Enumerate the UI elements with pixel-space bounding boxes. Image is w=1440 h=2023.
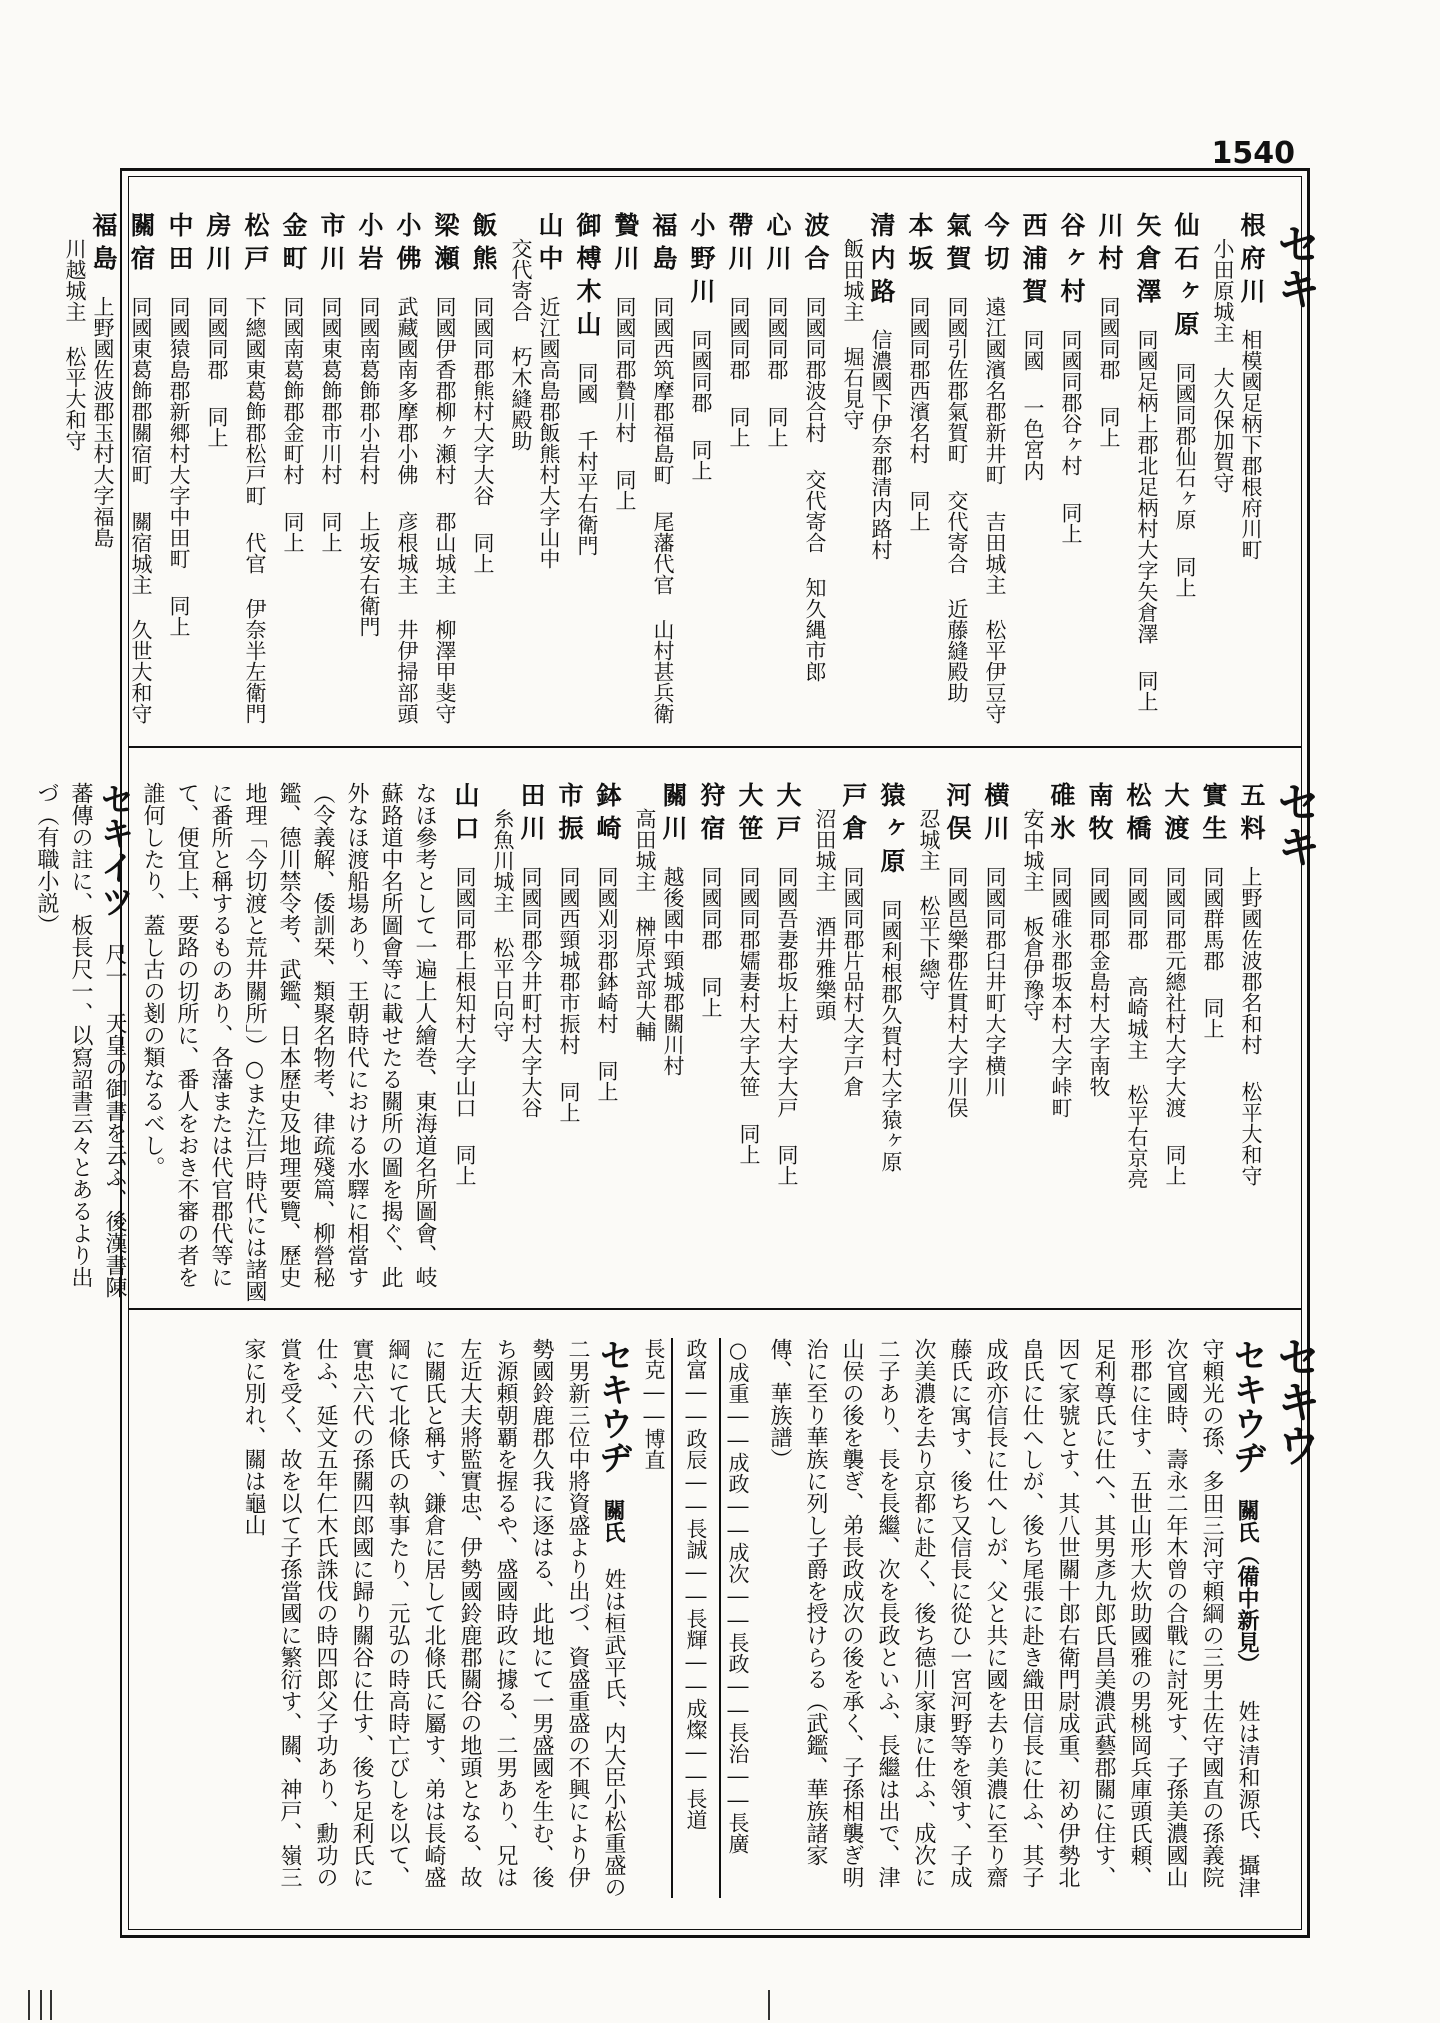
barrier-lord: 上坂安右衛門 (357, 511, 381, 637)
barrier-lord: 同上 (699, 976, 723, 1018)
barrier-name: 五料 (1237, 782, 1266, 848)
barrier-name: 西浦賀 (1019, 212, 1048, 311)
barrier-entry (555, 782, 583, 1302)
barrier-location: 同國 (1021, 329, 1045, 371)
barrier-location: 同國 (575, 362, 599, 404)
barrier-name: 根府川 (1237, 212, 1266, 311)
barrier-lord: 同上 (1173, 556, 1197, 598)
barrier-name: 大渡 (1161, 782, 1190, 848)
barrier-lord: 同上 (613, 469, 637, 511)
barrier-name: 御榑木山 (573, 212, 602, 344)
barrier-lord: 同上 (557, 1081, 581, 1123)
barrier-location: 同國刈羽郡鉢崎村 (595, 866, 619, 1034)
barrier-lord: 同上 (1135, 670, 1159, 712)
barrier-lord: 糸魚川城主 松平日向守 (491, 808, 515, 1042)
barrier-name: 谷ヶ村 (1057, 212, 1086, 311)
barrier-name: 梁瀬 (431, 212, 460, 278)
section-divider-lower (128, 1308, 1302, 1310)
barrier-entry (489, 782, 545, 1302)
barrier-location: 越後國中頸城郡關川村 (661, 866, 685, 1076)
barrier-location: 同國同郡元總社村大字大渡 (1163, 866, 1187, 1118)
barrier-location: 同國同郡仙石ヶ原 (1173, 362, 1197, 530)
barrier-name: 清内路 (867, 212, 896, 311)
barrier-entry (1161, 782, 1189, 1302)
barrier-name: 猿ヶ原 (877, 782, 906, 881)
barrier-name: 本坂 (905, 212, 934, 278)
barrier-entry (393, 212, 421, 747)
barrier-entry (839, 212, 895, 747)
barrier-location: 同國猿島郡新郷村大字中田町 (167, 296, 191, 569)
barrier-location: 信濃國下伊奈郡清内路村 (869, 329, 893, 560)
barrier-location: 同國南葛飾郡金町村 (281, 296, 305, 485)
barrier-name: 關川 (659, 782, 688, 848)
barrier-location: 同國同郡 (699, 866, 723, 950)
barrier-name: 心川 (763, 212, 792, 278)
barrier-lord: 郡山城主 柳澤甲斐守 (433, 511, 457, 724)
barrier-entry (431, 212, 459, 747)
barrier-lord: 同上 (775, 1144, 799, 1186)
barrier-name: 南牧 (1085, 782, 1114, 848)
barrier-lord: 交代寄合 朽木縫殿助 (509, 238, 533, 451)
barrier-entry (631, 782, 687, 1302)
sekiuji-text: 姓は清和源氏、攝津守頼光の孫、多田三河守頼綱の三男土佐守國直の孫義院次官國時、壽永二年木曾の合戰に討死す、子孫美濃國山形郡に住す、五世山形大炊助國雅の男桃岡兵庫頭氏頼、足利尊氏に仕へ、其男彥九郎氏昌美濃武藝郡關に住す、因て家號とす、其八世關十郎右衛門尉成重、初め伊勢北畠氏に仕へしが、後ち尾張に赴き織田信長に仕ふ、其子成政亦信長に仕へしが、父と共に國を去り美濃に至り齋藤氏に寓す、後ち又信長に從ひ一宮河野等を領す、子成次美濃を去り京都に赴く、後ち德川家康に仕ふ、成次に二子あり、長を長繼、次を長政といふ、長繼は出で、津山侯の後を襲ぎ、弟長政成次の後を承く、子孫相襲ぎ明治に至り華族に列し子爵を授けらる（武鑑、華族諸家傳、華族譜） (767, 1338, 1260, 1898)
barrier-name: 福島 (649, 212, 678, 278)
barrier-name: 山口 (451, 782, 480, 848)
barrier-name: 關宿 (127, 212, 156, 278)
genealogy-chart (631, 1338, 761, 1898)
barrier-entry (649, 212, 677, 747)
barrier-location: 同國同郡谷ヶ村 (1059, 329, 1083, 476)
barrier-lord: 安中城主 板倉伊豫守 (1021, 808, 1045, 1021)
barrier-table-top (63, 212, 1266, 747)
barrier-name: 飯熊 (469, 212, 498, 278)
barrier-entry (735, 782, 763, 1302)
barrier-lord: 沼田城主 酒井雅樂頭 (813, 808, 837, 1021)
barrier-lord: 交代寄合 知久縄市郎 (803, 469, 827, 682)
barrier-location: 同國足柄上郡北足柄村大字矢倉澤 (1135, 329, 1159, 644)
barrier-entry (1057, 212, 1085, 747)
barrier-entry (725, 212, 753, 747)
barrier-entry (943, 212, 971, 747)
barrier-entry (981, 212, 1009, 747)
barrier-name: 横川 (981, 782, 1010, 848)
margin-marks (28, 1990, 788, 2020)
barrier-entry (905, 212, 933, 747)
barrier-location: 同國西筑摩郡福島町 (651, 296, 675, 485)
barrier-location: 同國利根郡久賀村大字猿ヶ原 (879, 899, 903, 1172)
barrier-entry (203, 212, 231, 747)
barrier-lord: 同上 (281, 511, 305, 553)
barrier-entry (1237, 782, 1265, 1302)
barrier-entry (127, 212, 155, 747)
barrier-entry (801, 212, 829, 747)
barrier-location: 同國伊香郡柳ヶ瀬村 (433, 296, 457, 485)
barrier-entry (611, 212, 639, 747)
barrier-lord: 同上 (907, 490, 931, 532)
barrier-lord: 同上 (765, 406, 789, 448)
barrier-location: 同國東葛飾郡市川村 (319, 296, 343, 485)
barrier-name: 仙石ヶ原 (1171, 212, 1200, 344)
barrier-location: 同國東葛飾郡關宿町 (129, 296, 153, 485)
barrier-name: 山中 (535, 212, 564, 278)
genealogy-line: ○成重――成政――成次――長政――長治――長廣 (726, 1338, 750, 1854)
section-header-top: セキ (1269, 222, 1320, 310)
barrier-name: 鉢崎 (593, 782, 622, 848)
barrier-entry (697, 782, 725, 1302)
sekiuji-clan: 關氏（備中新見） (1234, 1499, 1260, 1675)
barrier-entry (279, 212, 307, 747)
barrier-name: 小佛 (393, 212, 422, 278)
barrier-location: 同國同郡嬬妻村大字大笹 (737, 866, 761, 1097)
barrier-entry (165, 212, 193, 747)
barrier-entry (317, 212, 345, 747)
barrier-lord: 同上 (1201, 997, 1225, 1039)
barrier-entry (507, 212, 563, 747)
barrier-location: 同國同郡 (205, 296, 229, 380)
barrier-lord: 川越城主 松平大和守 (63, 238, 87, 451)
barrier-location: 同國同郡 (689, 329, 713, 413)
barrier-location: 同國同郡臼井町大字横川 (983, 866, 1007, 1097)
barrier-name: 大戸 (773, 782, 802, 848)
barrier-name: 氣賀 (943, 212, 972, 278)
sekiuji2-clan: 關氏 (600, 1499, 626, 1543)
barrier-name: 松橋 (1123, 782, 1152, 848)
barrier-location: 同國同郡波合村 (803, 296, 827, 443)
barrier-lord: 尾藩代官 山村甚兵衛 (651, 511, 675, 724)
barrier-lord: 一色宮内 (1021, 397, 1045, 481)
barrier-lord: 同上 (1059, 502, 1083, 544)
barrier-lord: 千村平右衛門 (575, 430, 599, 556)
barrier-lord: 彦根城主 井伊掃部頭 (395, 511, 419, 724)
barrier-notes-paragraph: なほ參考として一遍上人繪巻、東海道名所圖會、岐蘇路道中名所圖會等に載せたる關所の圖を揭ぐ、此外なほ渡船場あり、王朝時代における水驛に相當す（令義解、倭訓栞、類聚名物考、律疏殘篇、柳營秘鑑、德川禁令考、武鑑、日本歷史及地理要覽、歷史地理「今切渡と荒井關所」）○また江戸時代には諸國に番所と稱するものあり、各藩または代官郡代等にて、便宜上、要路の切所に、番人をおき不審の者を誰何したり、蓋し古の剗の類なるべし。 (140, 782, 437, 1302)
barrier-name: 波合 (801, 212, 830, 278)
barrier-table-middle (34, 782, 1266, 1302)
barrier-name: 川村 (1095, 212, 1124, 278)
barrier-location: 同國邑樂郡佐貫村大字川俣 (945, 866, 969, 1118)
barrier-name: 小野川 (687, 212, 716, 311)
barrier-lord: 同上 (1097, 406, 1121, 448)
sekiitsu-text: 尺一 天皇の御書を云ふ、後漢書陳蕃傳の註に、板長尺一、以寫詔書云々とあるより出づ（有職小説） (34, 782, 127, 1298)
barrier-entry (61, 212, 117, 747)
barrier-location: 同國同郡片品村大字戸倉 (841, 866, 865, 1097)
barrier-entry (811, 782, 867, 1302)
barrier-lord: 吉田城主 松平伊豆守 (983, 511, 1007, 724)
barrier-location: 下總國東葛飾郡松戸町 (243, 296, 267, 506)
barrier-lord: 同上 (471, 532, 495, 574)
sekiuji-term: セキウヂ (1227, 1338, 1267, 1474)
barrier-entry (1085, 782, 1113, 1302)
barrier-location: 同國西頸城郡市振村 (557, 866, 581, 1055)
barrier-location: 同國同郡今井町村大字大谷 (519, 866, 543, 1118)
barrier-location: 同國引佐郡氣賀町 (945, 296, 969, 464)
barrier-location: 同國吾妻郡坂上村大字大戸 (775, 866, 799, 1118)
barrier-name: 大笹 (735, 782, 764, 848)
barrier-name: 狩宿 (697, 782, 726, 848)
barrier-location: 同國碓氷郡坂本村大字峠町 (1049, 866, 1073, 1118)
barrier-entry (1019, 212, 1047, 747)
barrier-name: 小岩 (355, 212, 384, 278)
barrier-name: 市振 (555, 782, 584, 848)
sekiuji2-text: 姓は桓武平氏、内大臣小松重盛の二男新三位中將資盛より出づ、資盛重盛の不興により伊勢國鈴鹿郡久我に逐はる、此地にて一男盛國を生む、後ち源頼朝覇を握るや、盛國時政に據る、二男あり、兄は左近大夫將監實忠、伊勢國鈴鹿郡關谷の地頭となる、故に關氏と稱す、鎌倉に居して北條氏に屬す、弟は長崎盛綱にて北條氏の執事たり、元弘の時高時亡びしを以て、實忠六代の孫關四郎國に歸り關谷に仕す、後ち足利氏に仕ふ、延文五年仁木氏誅伐の時四郎父子功あり、勳功の賞を受く、故を以て子孫當國に繁衍す、關、神戸、嶺三家に別れ、關は龜山 (241, 1338, 626, 1898)
barrier-name: 松戸 (241, 212, 270, 278)
barrier-location: 同國同郡 (727, 296, 751, 380)
barrier-lord: 同上 (737, 1123, 761, 1165)
barrier-location: 同國同郡 (1097, 296, 1121, 380)
barrier-lord: 同上 (205, 406, 229, 448)
barrier-location: 近江國高島郡飯熊村大字山中 (537, 296, 561, 569)
barrier-lord: 同上 (453, 1144, 477, 1186)
barrier-entry (241, 212, 269, 747)
barrier-lord: 同上 (727, 406, 751, 448)
barrier-entry (593, 782, 621, 1302)
barrier-location: 同國南葛飾郡小岩村 (357, 296, 381, 485)
genealogy-line: 長克――博直 (642, 1338, 666, 1470)
section-header-bottom: セキウ (1269, 1335, 1320, 1467)
barrier-entry (687, 212, 715, 747)
barrier-name: 田川 (517, 782, 546, 848)
barrier-lord: 同上 (595, 1060, 619, 1102)
barrier-entry (1133, 212, 1161, 747)
barrier-entry (981, 782, 1009, 1302)
barrier-name: 房川 (203, 212, 232, 278)
genealogy-line: 政富――政辰――長誠――長輝――成燦――長道 (671, 1338, 721, 1898)
barrier-name: 中田 (165, 212, 194, 278)
barrier-lord: 同上 (1163, 1144, 1187, 1186)
barrier-entry (763, 212, 791, 747)
barrier-entry (1095, 212, 1123, 747)
barrier-entry (451, 782, 479, 1302)
barrier-location: 相模國足柄下郡根府川町 (1239, 329, 1263, 560)
barrier-name: 實生 (1199, 782, 1228, 848)
sekiuji2-term: セキウヂ (593, 1338, 633, 1474)
barrier-lord: 松平大和守 (1239, 1081, 1263, 1186)
barrier-entry (1171, 212, 1199, 747)
sekiuji-entry (761, 1338, 1265, 1898)
barrier-location: 上野國佐波郡玉村大字福島 (91, 296, 115, 548)
barrier-location: 同國同郡 (1125, 866, 1149, 950)
barrier-name: 福島 (89, 212, 118, 278)
barrier-lord: 關宿城主 久世大和守 (129, 511, 153, 724)
sekiitsu-term: セキイツ (94, 782, 134, 918)
sekiuji-section (150, 1338, 1265, 1898)
barrier-entry (1123, 782, 1151, 1302)
barrier-location: 同國同郡金島村大字南牧 (1087, 866, 1111, 1097)
barrier-lord: 高崎城主 松平右京亮 (1125, 976, 1149, 1189)
barrier-entry (1019, 782, 1075, 1302)
barrier-name: 今切 (981, 212, 1010, 278)
barrier-name: 金町 (279, 212, 308, 278)
barrier-entry (773, 782, 801, 1302)
barrier-name: 帶川 (725, 212, 754, 278)
barrier-lord: 飯田城主 堀石見守 (841, 238, 865, 430)
barrier-lord: 代官 伊奈半左衛門 (243, 532, 267, 724)
page-number: 1540 (1211, 136, 1295, 171)
barrier-location: 同國同郡贄川村 (613, 296, 637, 443)
barrier-name: 河俣 (943, 782, 972, 848)
barrier-lord: 交代寄合 近藤縫殿助 (945, 490, 969, 703)
barrier-name: 戸倉 (839, 782, 868, 848)
barrier-location: 同國同郡西濱名村 (907, 296, 931, 464)
barrier-lord: 小田原城主 大久保加賀守 (1211, 238, 1235, 493)
barrier-entry (469, 212, 497, 747)
barrier-location: 同國群馬郡 (1201, 866, 1225, 971)
barrier-location: 遠江國濱名郡新井町 (983, 296, 1007, 485)
sekiuji-entry-2 (235, 1338, 631, 1898)
barrier-entry (1199, 782, 1227, 1302)
barrier-lord: 同上 (689, 439, 713, 481)
barrier-entry (355, 212, 383, 747)
barrier-entry (573, 212, 601, 747)
barrier-name: 贄川 (611, 212, 640, 278)
barrier-location: 同國同郡 (765, 296, 789, 380)
barrier-entry (877, 782, 905, 1302)
barrier-name: 碓氷 (1047, 782, 1076, 848)
barrier-entry (1209, 212, 1265, 747)
barrier-lord: 同上 (167, 595, 191, 637)
barrier-location: 上野國佐波郡名和村 (1239, 866, 1263, 1055)
barrier-location: 武藏國南多摩郡小佛 (395, 296, 419, 485)
barrier-name: 矢倉澤 (1133, 212, 1162, 311)
barrier-lord: 忍城主 松平下總守 (917, 808, 941, 1000)
barrier-name: 市川 (317, 212, 346, 278)
barrier-lord: 同上 (319, 511, 343, 553)
barrier-entry (915, 782, 971, 1302)
barrier-lord: 高田城主 榊原式部大輔 (633, 808, 657, 1042)
sekiitsu-entry (29, 782, 134, 1302)
barrier-location: 同國同郡熊村大字大谷 (471, 296, 495, 506)
section-header-middle: セキ (1269, 780, 1320, 868)
barrier-location: 同國同郡上根知村大字山口 (453, 866, 477, 1118)
